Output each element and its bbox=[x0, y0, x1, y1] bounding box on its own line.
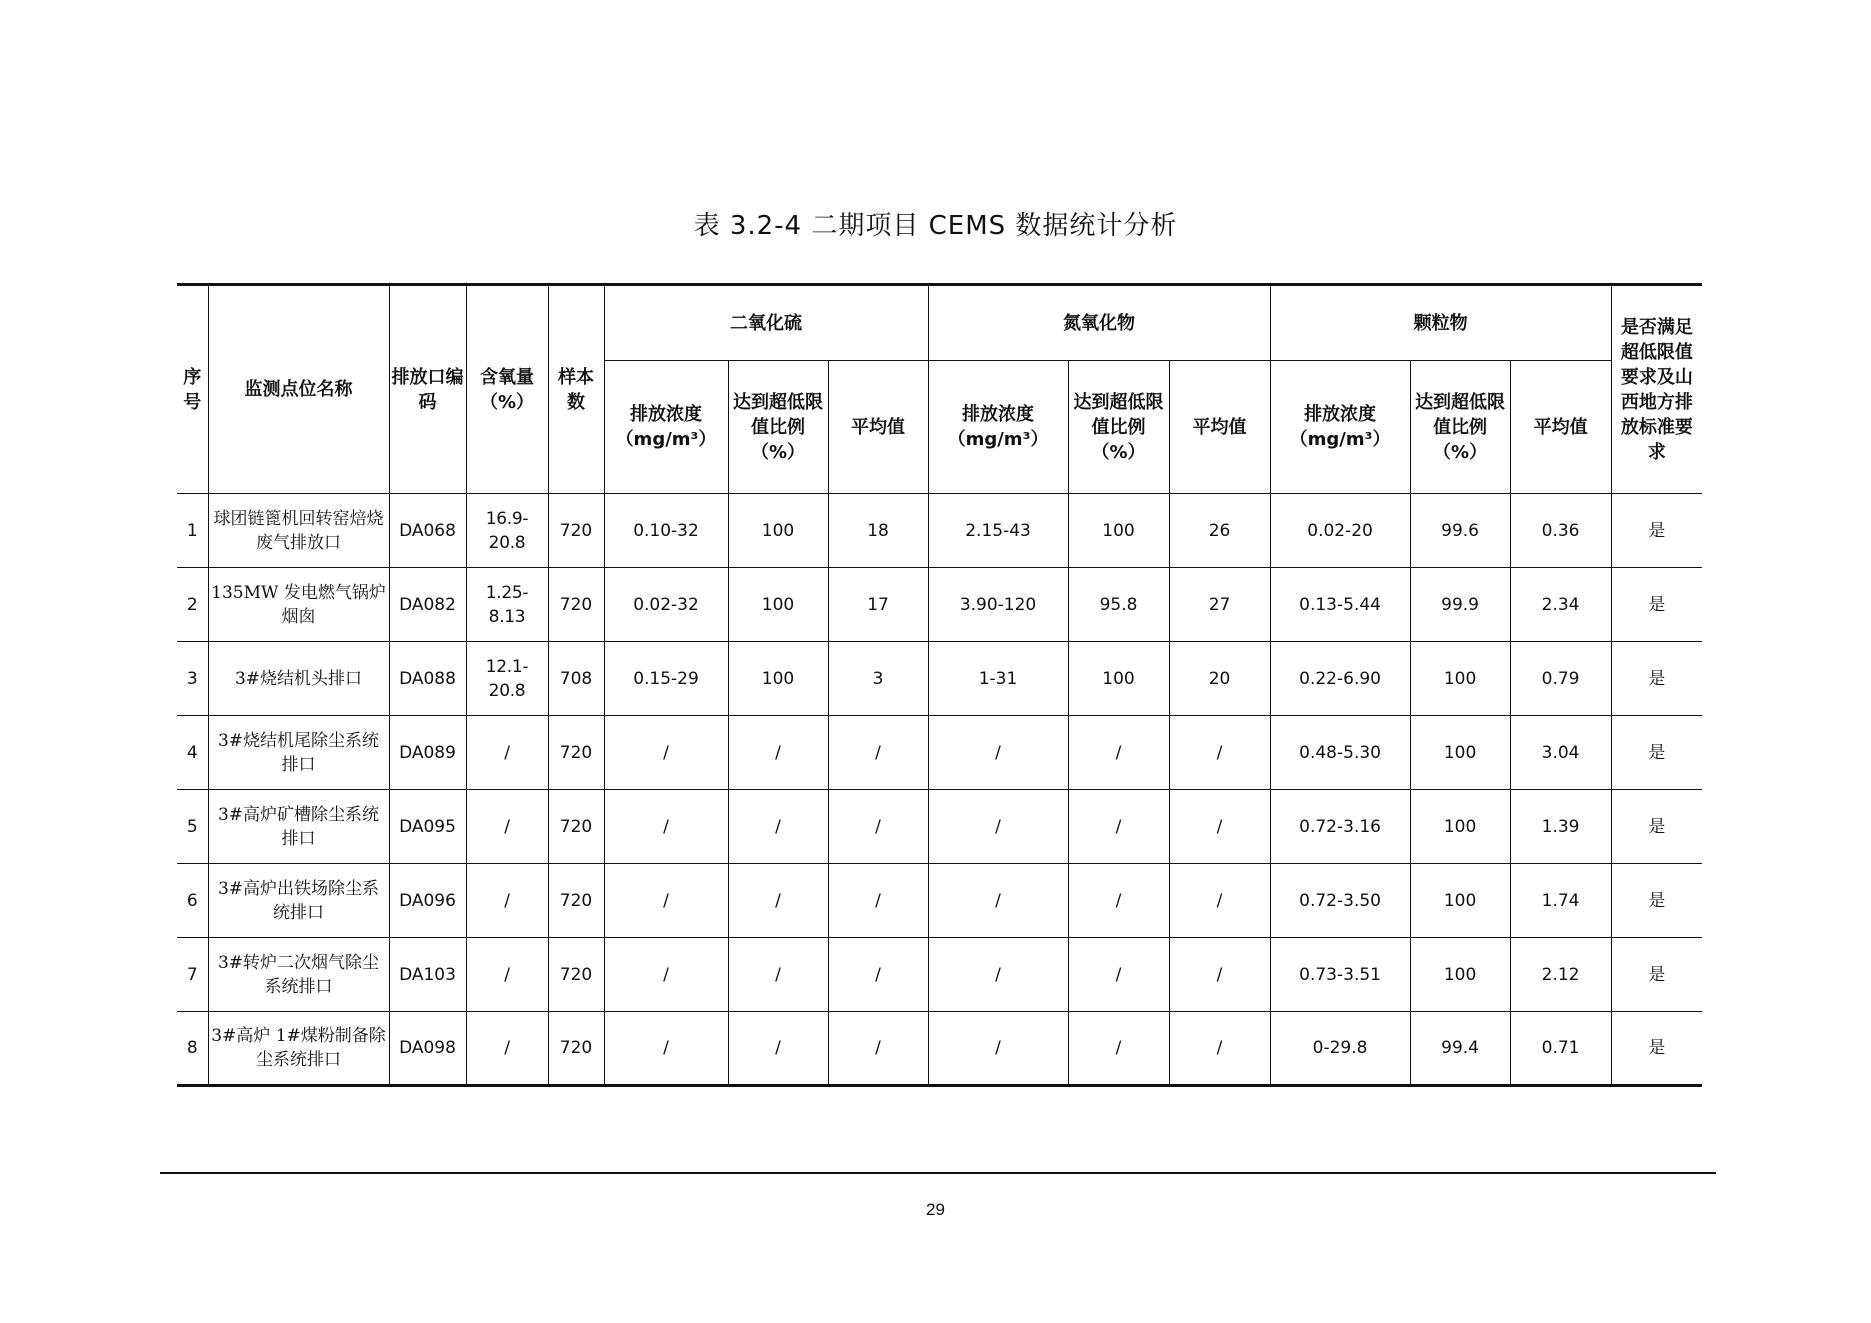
header-name: 监测点位名称 bbox=[208, 285, 389, 494]
cell-code: DA088 bbox=[389, 642, 466, 716]
cell-compliance: 是 bbox=[1611, 494, 1702, 568]
cems-table bbox=[177, 283, 1702, 1087]
cell-pm-avg: 2.12 bbox=[1510, 938, 1611, 1012]
header-so2-avg: 平均值 bbox=[828, 361, 928, 494]
cell-name: 球团链篦机回转窑焙烧废气排放口 bbox=[208, 494, 389, 568]
table-row bbox=[177, 938, 1702, 1012]
cell-pm-avg: 1.39 bbox=[1510, 790, 1611, 864]
cell-oxygen: / bbox=[466, 790, 548, 864]
cell-oxygen: / bbox=[466, 1012, 548, 1086]
cell-code: DA089 bbox=[389, 716, 466, 790]
cell-code: DA095 bbox=[389, 790, 466, 864]
cell-pm-conc: 0.73-3.51 bbox=[1270, 938, 1410, 1012]
cell-name: 3#烧结机尾除尘系统排口 bbox=[208, 716, 389, 790]
cell-nox-avg: 20 bbox=[1169, 642, 1270, 716]
cell-compliance: 是 bbox=[1611, 642, 1702, 716]
cell-compliance: 是 bbox=[1611, 790, 1702, 864]
cell-seq: 6 bbox=[177, 864, 208, 938]
table-row bbox=[177, 790, 1702, 864]
cell-seq: 7 bbox=[177, 938, 208, 1012]
cell-name: 3#烧结机头排口 bbox=[208, 642, 389, 716]
page-number: 29 bbox=[926, 1200, 945, 1219]
cell-so2-ratio: / bbox=[728, 790, 828, 864]
header-oxygen: 含氧量（%） bbox=[466, 285, 548, 494]
table-row bbox=[177, 642, 1702, 716]
cell-so2-ratio: / bbox=[728, 864, 828, 938]
cell-nox-avg: / bbox=[1169, 938, 1270, 1012]
table-row bbox=[177, 1012, 1702, 1086]
cell-so2-ratio: 100 bbox=[728, 642, 828, 716]
cell-pm-avg: 0.79 bbox=[1510, 642, 1611, 716]
cell-so2-conc: / bbox=[604, 716, 728, 790]
cell-so2-ratio: / bbox=[728, 716, 828, 790]
cell-nox-avg: 27 bbox=[1169, 568, 1270, 642]
cell-compliance: 是 bbox=[1611, 568, 1702, 642]
cell-name: 3#高炉出铁场除尘系统排口 bbox=[208, 864, 389, 938]
cell-pm-ratio: 100 bbox=[1410, 716, 1510, 790]
table-row bbox=[177, 494, 1702, 568]
cell-code: DA082 bbox=[389, 568, 466, 642]
table-title: 表 3.2-4 二期项目 CEMS 数据统计分析 bbox=[693, 211, 1178, 241]
cell-pm-conc: 0.02-20 bbox=[1270, 494, 1410, 568]
cell-nox-ratio: 100 bbox=[1068, 494, 1169, 568]
cell-seq: 2 bbox=[177, 568, 208, 642]
cell-nox-conc: 2.15-43 bbox=[928, 494, 1068, 568]
cell-code: DA096 bbox=[389, 864, 466, 938]
cell-seq: 4 bbox=[177, 716, 208, 790]
cell-so2-avg: / bbox=[828, 864, 928, 938]
cell-oxygen: / bbox=[466, 864, 548, 938]
cell-pm-ratio: 100 bbox=[1410, 864, 1510, 938]
cell-samples: 720 bbox=[548, 716, 604, 790]
cell-so2-conc: / bbox=[604, 938, 728, 1012]
cell-nox-conc: 1-31 bbox=[928, 642, 1068, 716]
cell-pm-avg: 3.04 bbox=[1510, 716, 1611, 790]
cell-pm-ratio: 99.6 bbox=[1410, 494, 1510, 568]
cell-so2-conc: / bbox=[604, 790, 728, 864]
cell-so2-ratio: 100 bbox=[728, 568, 828, 642]
cell-samples: 720 bbox=[548, 864, 604, 938]
cell-seq: 8 bbox=[177, 1012, 208, 1086]
cell-nox-avg: / bbox=[1169, 716, 1270, 790]
header-nox: 氮氧化物 bbox=[928, 285, 1270, 361]
cell-samples: 720 bbox=[548, 938, 604, 1012]
header-pm: 颗粒物 bbox=[1270, 285, 1611, 361]
cell-nox-conc: / bbox=[928, 938, 1068, 1012]
cell-so2-avg: 18 bbox=[828, 494, 928, 568]
cell-nox-avg: / bbox=[1169, 790, 1270, 864]
header-seq: 序号 bbox=[177, 285, 208, 494]
cell-so2-conc: 0.15-29 bbox=[604, 642, 728, 716]
cell-nox-avg: / bbox=[1169, 864, 1270, 938]
cell-nox-ratio: / bbox=[1068, 864, 1169, 938]
cell-code: DA098 bbox=[389, 1012, 466, 1086]
header-row-1 bbox=[177, 285, 1702, 361]
header-so2-ratio: 达到超低限值比例（%） bbox=[728, 361, 828, 494]
cell-nox-ratio: / bbox=[1068, 716, 1169, 790]
header-nox-conc: 排放浓度（mg/m³） bbox=[928, 361, 1068, 494]
cell-so2-ratio: / bbox=[728, 1012, 828, 1086]
cell-name: 135MW 发电燃气锅炉烟囱 bbox=[208, 568, 389, 642]
cell-samples: 720 bbox=[548, 494, 604, 568]
cell-pm-ratio: 100 bbox=[1410, 938, 1510, 1012]
cell-pm-avg: 0.71 bbox=[1510, 1012, 1611, 1086]
cell-so2-ratio: 100 bbox=[728, 494, 828, 568]
cell-nox-conc: / bbox=[928, 716, 1068, 790]
cell-so2-avg: 3 bbox=[828, 642, 928, 716]
cell-pm-ratio: 100 bbox=[1410, 790, 1510, 864]
header-samples: 样本数 bbox=[548, 285, 604, 494]
cell-so2-conc: / bbox=[604, 864, 728, 938]
cell-pm-conc: 0.72-3.16 bbox=[1270, 790, 1410, 864]
cell-nox-conc: / bbox=[928, 1012, 1068, 1086]
cell-code: DA068 bbox=[389, 494, 466, 568]
cell-so2-conc: / bbox=[604, 1012, 728, 1086]
cell-so2-avg: / bbox=[828, 716, 928, 790]
header-code: 排放口编码 bbox=[389, 285, 466, 494]
header-nox-avg: 平均值 bbox=[1169, 361, 1270, 494]
cell-nox-ratio: / bbox=[1068, 938, 1169, 1012]
cell-nox-avg: / bbox=[1169, 1012, 1270, 1086]
cell-pm-conc: 0-29.8 bbox=[1270, 1012, 1410, 1086]
header-pm-conc: 排放浓度（mg/m³） bbox=[1270, 361, 1410, 494]
cell-name: 3#转炉二次烟气除尘系统排口 bbox=[208, 938, 389, 1012]
cell-compliance: 是 bbox=[1611, 864, 1702, 938]
header-pm-ratio: 达到超低限值比例（%） bbox=[1410, 361, 1510, 494]
cell-name: 3#高炉 1#煤粉制备除尘系统排口 bbox=[208, 1012, 389, 1086]
cell-so2-avg: / bbox=[828, 1012, 928, 1086]
cell-samples: 720 bbox=[548, 1012, 604, 1086]
cell-nox-ratio: / bbox=[1068, 790, 1169, 864]
header-pm-avg: 平均值 bbox=[1510, 361, 1611, 494]
cell-nox-conc: / bbox=[928, 864, 1068, 938]
table-row bbox=[177, 568, 1702, 642]
footer-divider bbox=[160, 1172, 1716, 1174]
cell-nox-conc: 3.90-120 bbox=[928, 568, 1068, 642]
header-nox-ratio: 达到超低限值比例（%） bbox=[1068, 361, 1169, 494]
header-so2: 二氧化硫 bbox=[604, 285, 928, 361]
cell-pm-conc: 0.22-6.90 bbox=[1270, 642, 1410, 716]
header-compliance: 是否满足超低限值要求及山西地方排放标准要求 bbox=[1611, 285, 1702, 494]
cell-compliance: 是 bbox=[1611, 716, 1702, 790]
cell-pm-ratio: 99.4 bbox=[1410, 1012, 1510, 1086]
cell-samples: 708 bbox=[548, 642, 604, 716]
cell-oxygen: / bbox=[466, 938, 548, 1012]
cell-so2-avg: / bbox=[828, 938, 928, 1012]
cell-pm-conc: 0.48-5.30 bbox=[1270, 716, 1410, 790]
header-so2-conc: 排放浓度（mg/m³） bbox=[604, 361, 728, 494]
cell-pm-ratio: 99.9 bbox=[1410, 568, 1510, 642]
table-row bbox=[177, 864, 1702, 938]
cell-code: DA103 bbox=[389, 938, 466, 1012]
cell-compliance: 是 bbox=[1611, 1012, 1702, 1086]
cell-oxygen: / bbox=[466, 716, 548, 790]
cell-pm-conc: 0.72-3.50 bbox=[1270, 864, 1410, 938]
cell-so2-conc: 0.02-32 bbox=[604, 568, 728, 642]
cell-name: 3#高炉矿槽除尘系统排口 bbox=[208, 790, 389, 864]
cell-so2-avg: 17 bbox=[828, 568, 928, 642]
cell-oxygen: 16.9-20.8 bbox=[466, 494, 548, 568]
cell-seq: 1 bbox=[177, 494, 208, 568]
cell-pm-conc: 0.13-5.44 bbox=[1270, 568, 1410, 642]
cell-oxygen: 12.1-20.8 bbox=[466, 642, 548, 716]
cell-nox-ratio: / bbox=[1068, 1012, 1169, 1086]
cell-pm-avg: 2.34 bbox=[1510, 568, 1611, 642]
cell-seq: 5 bbox=[177, 790, 208, 864]
cell-so2-conc: 0.10-32 bbox=[604, 494, 728, 568]
cell-nox-ratio: 100 bbox=[1068, 642, 1169, 716]
cell-compliance: 是 bbox=[1611, 938, 1702, 1012]
cell-seq: 3 bbox=[177, 642, 208, 716]
cell-nox-conc: / bbox=[928, 790, 1068, 864]
cell-pm-ratio: 100 bbox=[1410, 642, 1510, 716]
table-row bbox=[177, 716, 1702, 790]
cell-so2-ratio: / bbox=[728, 938, 828, 1012]
cell-nox-ratio: 95.8 bbox=[1068, 568, 1169, 642]
cell-pm-avg: 0.36 bbox=[1510, 494, 1611, 568]
cell-pm-avg: 1.74 bbox=[1510, 864, 1611, 938]
cell-oxygen: 1.25-8.13 bbox=[466, 568, 548, 642]
cell-samples: 720 bbox=[548, 790, 604, 864]
cell-samples: 720 bbox=[548, 568, 604, 642]
cell-nox-avg: 26 bbox=[1169, 494, 1270, 568]
cell-so2-avg: / bbox=[828, 790, 928, 864]
